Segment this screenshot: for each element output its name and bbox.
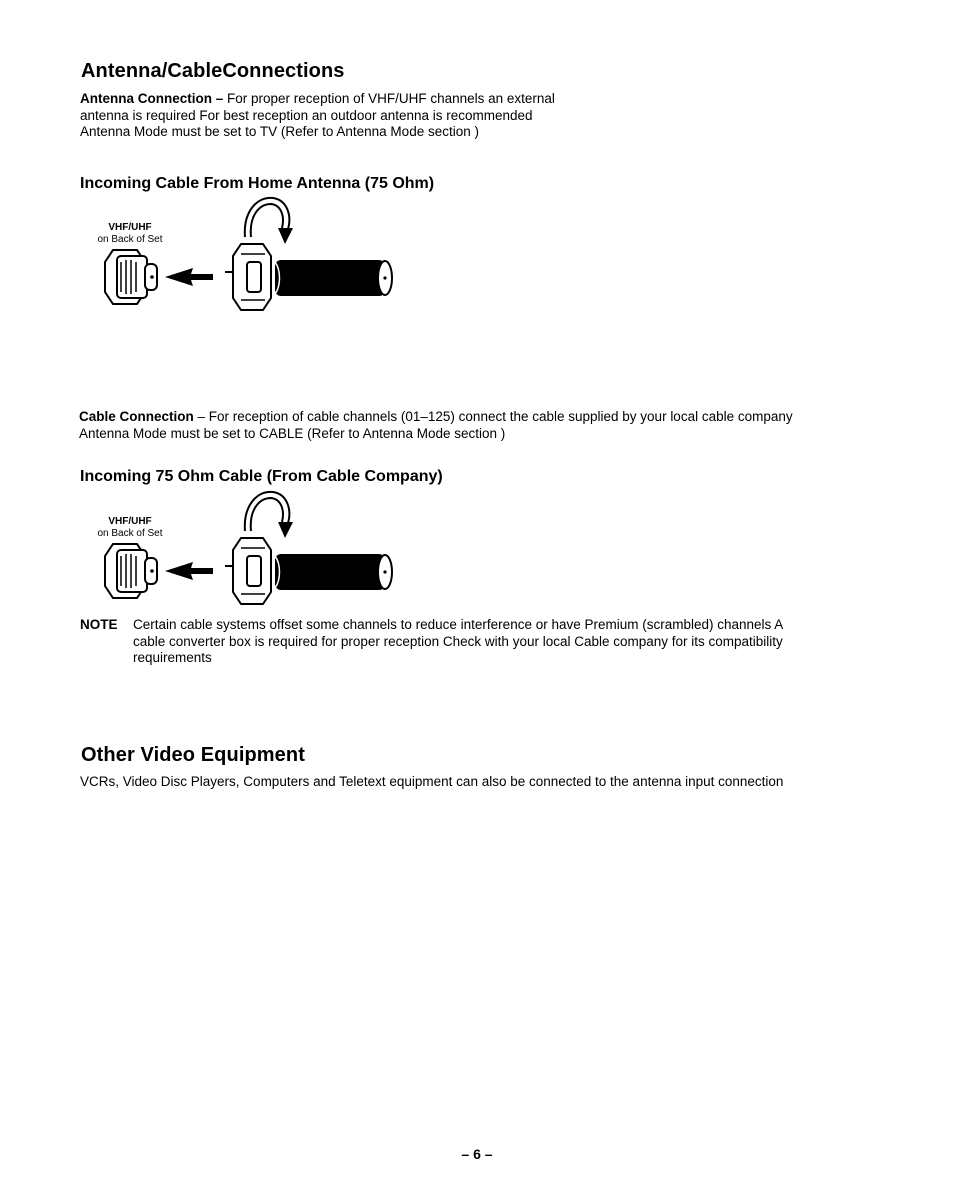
- cable-text-line-2: Antenna Mode must be set to CABLE (Refer to Antenna Mode section ): [79, 425, 506, 441]
- antenna-text-line-2: antenna is required For best reception an outdoor antenna is recommended: [80, 107, 533, 123]
- antenna-connection-paragraph: [80, 91, 700, 141]
- note-line-3: requirements: [133, 650, 212, 665]
- note-line-1: Certain cable systems offset some channels to reduce interference or have Premium (scrambled) channels A: [133, 617, 784, 632]
- cable-text-line-1: – For reception of cable channels (01–125) connect the cable supplied by your local cable company: [193, 409, 793, 424]
- cable-connection-lead: Cable Connection: [79, 409, 194, 424]
- connector-nut-icon: [225, 538, 271, 604]
- section-title-antenna-cable: Antenna/CableConnections: [81, 60, 345, 82]
- jack-subtitle: on Back of Set: [97, 234, 163, 245]
- cable-connection-diagram-2: [95, 486, 405, 606]
- antenna-text-line-3: Antenna Mode must be set to TV (Refer to Antenna Mode section ): [80, 124, 479, 139]
- jack-icon: [105, 544, 157, 598]
- note-line-2: cable converter box is required for proper reception Check with your local Cable company for its compatibility: [133, 633, 783, 649]
- section-title-other-video: Other Video Equipment: [81, 744, 305, 766]
- note-label: NOTE: [80, 617, 118, 632]
- arrow-left-icon: [165, 268, 213, 286]
- jack-title: VHF/UHF: [108, 516, 152, 527]
- jack-subtitle: on Back of Set: [97, 528, 163, 539]
- other-video-text: VCRs, Video Disc Players, Computers and Teletext equipment can also be connected to the antenna input connection: [80, 774, 784, 789]
- antenna-connection-lead: Antenna Connection –: [80, 91, 224, 106]
- subheading-cable-company: Incoming 75 Ohm Cable (From Cable Company): [80, 468, 443, 485]
- rotate-arrow-icon: [245, 198, 293, 244]
- rotate-arrow-icon: [245, 492, 293, 538]
- cable-connection-paragraph: [79, 409, 899, 442]
- note-text: [133, 617, 893, 667]
- jack-icon: [105, 250, 157, 304]
- connector-nut-icon: [225, 244, 271, 310]
- jack-title: VHF/UHF: [108, 222, 152, 233]
- cable-connection-diagram-1: [95, 192, 405, 312]
- arrow-left-icon: [165, 562, 213, 580]
- antenna-text-line-1: For proper reception of VHF/UHF channels an external: [227, 91, 555, 106]
- subheading-home-antenna: Incoming Cable From Home Antenna (75 Ohm): [80, 175, 435, 192]
- cable-icon: [275, 260, 392, 296]
- page-number: – 6 –: [461, 1146, 493, 1162]
- cable-icon: [275, 554, 392, 590]
